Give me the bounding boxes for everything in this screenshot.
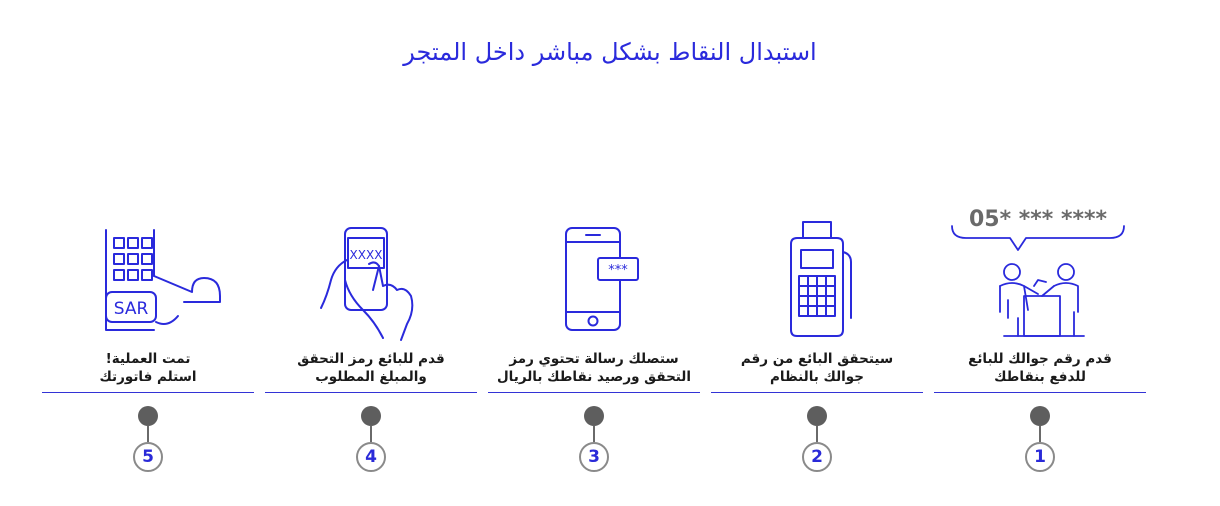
speech-bubble-number: 05* *** **** <box>969 207 1107 232</box>
step-2-line2: جوالك بالنظام <box>770 369 864 385</box>
step-5-dot <box>138 406 158 426</box>
step-1 <box>934 200 1146 490</box>
step-3-dot <box>584 406 604 426</box>
step-1-number: 1 <box>1025 442 1055 472</box>
step-5-connector <box>147 426 149 442</box>
step-2-number: 2 <box>802 442 832 472</box>
step-5-line2: استلم فاتورتك <box>99 369 197 385</box>
step-4-caption <box>265 350 477 386</box>
step-3-caption <box>488 350 700 386</box>
step-4-line2: والمبلغ المطلوب <box>315 369 427 385</box>
step-2-connector <box>816 426 818 442</box>
step-1-dot <box>1030 406 1050 426</box>
customer-seller-counter-icon <box>934 200 1146 342</box>
payment-terminal-icon <box>711 200 923 342</box>
step-1-divider <box>934 392 1146 393</box>
step-3 <box>488 200 700 490</box>
receipt-terminal-icon <box>42 200 254 342</box>
step-3-line1: ستصلك رسالة تحتوي رمز <box>509 351 679 367</box>
currency-label: SAR <box>113 299 149 319</box>
page-title: استبدال النقاط بشكل مباشر داخل المتجر <box>403 38 817 66</box>
step-1-line1: قدم رقم جوالك للبائع <box>968 351 1112 367</box>
step-3-line2: التحقق ورصيد نقاطك بالريال <box>496 369 692 385</box>
step-2-line1: سيتحقق البائع من رقم <box>740 351 894 367</box>
step-4-number: 4 <box>356 442 386 472</box>
step-5-number: 5 <box>133 442 163 472</box>
step-4-dot <box>361 406 381 426</box>
hand-phone-code-icon <box>265 200 477 342</box>
step-5-line1: تمت العملية! <box>105 351 191 367</box>
step-2-dot <box>807 406 827 426</box>
step-4-divider <box>265 392 477 393</box>
step-4 <box>265 200 477 490</box>
step-1-line2: للدفع بنقاطك <box>994 369 1086 385</box>
step-3-divider <box>488 392 700 393</box>
step-2-divider <box>711 392 923 393</box>
step-3-number: 3 <box>579 442 609 472</box>
step-4-connector <box>370 426 372 442</box>
step-2 <box>711 200 923 490</box>
step-2-caption <box>711 350 923 386</box>
step-1-caption <box>934 350 1146 386</box>
message-code: *** <box>608 263 628 278</box>
step-5-divider <box>42 392 254 393</box>
step-5-caption <box>42 350 254 386</box>
step-5 <box>42 200 254 490</box>
verification-code: XXXX <box>349 248 383 262</box>
step-3-connector <box>593 426 595 442</box>
step-1-connector <box>1039 426 1041 442</box>
phone-message-icon <box>488 200 700 342</box>
step-4-line1: قدم للبائع رمز التحقق <box>297 351 445 367</box>
